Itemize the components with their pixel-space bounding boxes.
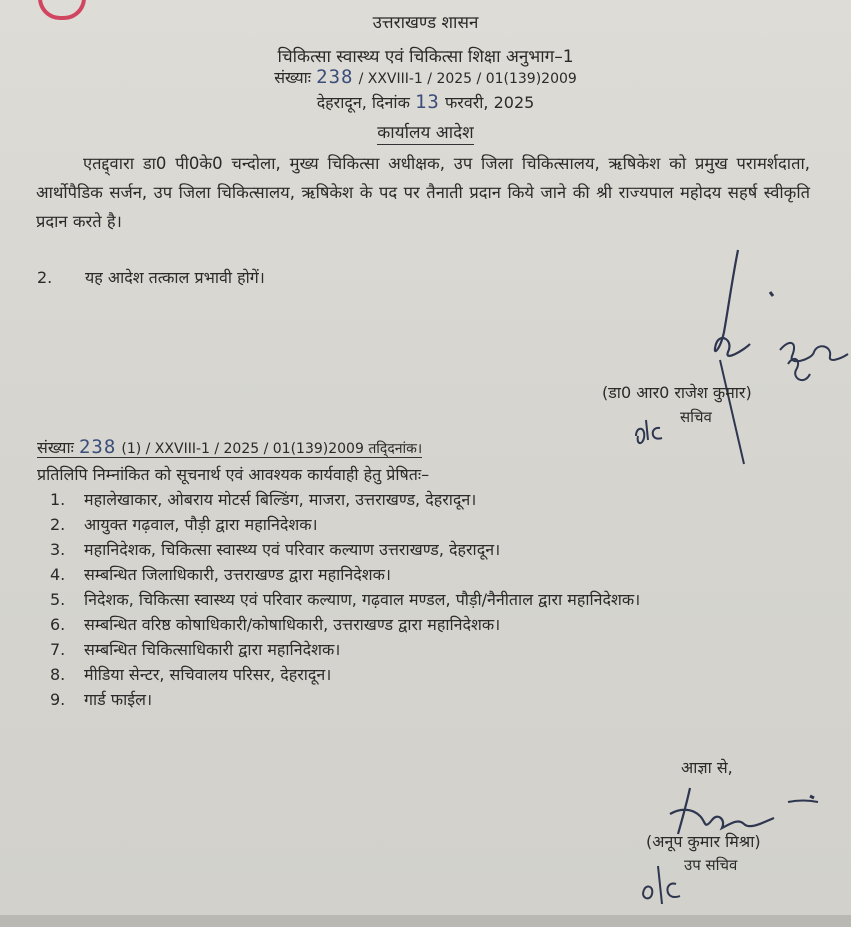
list-item — [50, 563, 810, 587]
date-day-handwritten: 13 — [414, 91, 440, 113]
handwritten-initials — [630, 416, 690, 446]
copy-reference-number-handwritten: 238 — [78, 436, 117, 458]
list-item-number: 6. — [50, 615, 66, 634]
list-item-text: गार्ड फाईल। — [84, 690, 153, 709]
order-paragraph: एतद्द्वारा डा0 पी0के0 चन्दोला, मुख्य चिकित्सा अधीक्षक, उप जिला चिकित्सालय, ऋषिकेश को प्रमुख परामर्शदाता, आर्थोपैडिक सर्जन, उप जिला चिकित्सालय, ऋषिकेश के पद पर तैनाती प्रदान किये जाने की श्री राज्यपाल महोदय सहर्ष स्वीकृति प्रदान करते है। — [36, 154, 810, 231]
list-item — [50, 513, 810, 537]
list-item-text: सम्बन्धित जिलाधिकारी, उत्तराखण्ड द्वारा महानिदेशक। — [84, 565, 391, 584]
list-item-text: आयुक्त गढ़वाल, पौड़ी द्वारा महानिदेशक। — [84, 515, 318, 534]
list-item-number: 2. — [50, 515, 66, 534]
list-item — [50, 538, 810, 562]
recipient-list — [50, 488, 810, 713]
copy-reference-code: (1) / XXVIII-1 / 2025 / 01(139)2009 तद्‍दिनांक। — [121, 441, 423, 457]
list-item-number: 1. — [50, 490, 66, 509]
signatory-1-designation: सचिव — [680, 408, 712, 426]
list-item-text: मीडिया सेन्टर, सचिवालय परिसर, देहरादून। — [84, 665, 332, 684]
order-title — [0, 120, 851, 143]
reference-code: / XXVIII-1 / 2025 / 01(139)2009 — [358, 71, 577, 87]
list-item-text: महालेखाकार, ओबराय मोटर्स बिल्डिंग, माजरा, उत्तराखण्ड, देहरादून। — [84, 490, 477, 509]
place-date-prefix: देहरादून, दिनांक — [316, 93, 410, 112]
list-item — [50, 613, 810, 637]
order-title-text: कार्यालय आदेश — [377, 123, 474, 143]
copy-intro: प्रतिलिपि निम्नांकित को सूचनार्थ एवं आवश्यक कार्यवाही हेतु प्रेषितः– — [37, 465, 430, 484]
list-item — [50, 588, 810, 612]
reference-line — [0, 66, 851, 88]
signatory-1-name: (डा0 आर0 राजेश कुमार) — [602, 383, 752, 402]
place-date-line — [0, 91, 851, 113]
signatory-2-name: (अनूप कुमार मिश्रा) — [646, 832, 761, 851]
list-item-text: निदेशक, चिकित्सा स्वास्थ्य एवं परिवार कल्याण, गढ़वाल मण्डल, पौड़ी/नैनीताल द्वारा महानिदेशक। — [84, 590, 641, 609]
handwritten-initials-2 — [636, 860, 696, 910]
government-heading: उत्तराखण्ड शासन — [372, 13, 479, 33]
section-heading: चिकित्सा स्वास्थ्य एवं चिकित्सा शिक्षा अनुभाग–1 — [277, 47, 574, 67]
list-item-number: 7. — [50, 640, 66, 659]
by-order-text: आज्ञा से, — [681, 758, 733, 777]
list-item — [50, 638, 810, 662]
reference-number-handwritten: 238 — [316, 66, 354, 88]
reference-label: संख्याः — [274, 68, 312, 87]
copy-reference-label: संख्याः — [37, 438, 74, 457]
list-item — [50, 488, 810, 512]
list-item-text: सम्बन्धित चिकित्साधिकारी द्वारा महानिदेशक। — [84, 640, 341, 659]
paragraph-2-text: यह आदेश तत्काल प्रभावी होगें। — [85, 268, 265, 287]
list-item-text: सम्बन्धित वरिष्ठ कोषाधिकारी/कोषाधिकारी, उत्तराखण्ड द्वारा महानिदेशक। — [84, 615, 501, 634]
list-item — [50, 688, 810, 712]
list-item-text: महानिदेशक, चिकित्सा स्वास्थ्य एवं परिवार कल्याण उत्तराखण्ड, देहरादून। — [84, 540, 501, 559]
copy-reference-line — [37, 436, 422, 458]
list-item-number: 5. — [50, 590, 66, 609]
list-item-number: 8. — [50, 665, 66, 684]
list-item-number: 4. — [50, 565, 66, 584]
signatory-2-designation: उप सचिव — [684, 856, 738, 874]
list-item-number: 3. — [50, 540, 66, 559]
scan-edge — [0, 915, 851, 927]
list-item — [50, 663, 810, 687]
date-suffix: फरवरी, 2025 — [444, 93, 535, 112]
copy-reference-underlined — [37, 438, 422, 458]
paragraph-number: 2. — [37, 268, 53, 287]
list-item-number: 9. — [50, 690, 66, 709]
order-paragraph-2 — [37, 266, 265, 288]
